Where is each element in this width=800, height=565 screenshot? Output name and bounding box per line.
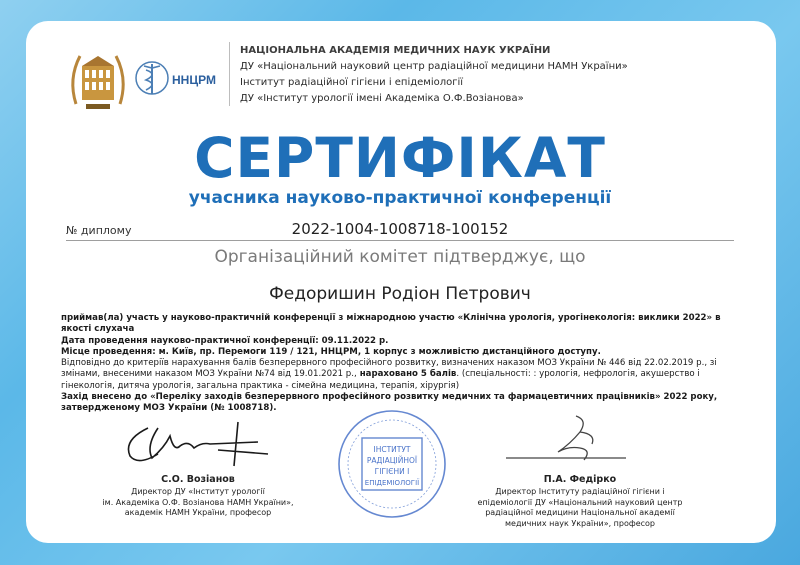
official-stamp (336, 408, 448, 520)
header-divider (229, 42, 230, 106)
certificate-subtitle: учасника науково-практичної конференції (188, 188, 612, 208)
certificate-body (61, 313, 741, 415)
org-line-institute-urology: ДУ «Інститут урології імені Академіка О.Ф.Возіанова» (240, 93, 524, 104)
signer-right-role-4: медичних наук України», професор (504, 518, 656, 528)
signer-right-name: П.А. Федірко (543, 474, 617, 485)
participation-line: приймав(ла) участь у науково-практичній конференції з міжнародною участю «Клінічна урологія, урогінекологія: виклики 2022» в якості слухача (61, 313, 721, 335)
org-line-institute-hygiene: Інститут радіаційної гігієни і епідеміології (240, 77, 464, 88)
signer-right-role (460, 487, 700, 529)
stamp-line-3: ГІГІЄНИ І (374, 467, 410, 476)
org-line-center: ДУ «Національний науковий центр радіаційної медицини НАМН України» (240, 61, 628, 72)
diploma-label: № диплому (66, 224, 132, 237)
institution-logos (66, 44, 216, 114)
signer-right-role-3: радіаційної медицини Національної академії (485, 508, 675, 517)
registry-line: Захід внесено до «Переліку заходів безперервного професійного розвитку медичних та фармацевтичних працівників» 2022 року, затвердженому МОЗ України (№ 1008718). (61, 392, 718, 414)
confirm-text: Організаційний комітет підтверджує, що (214, 247, 586, 267)
credits-text-a: Відповідно до критеріїв нарахування балів безперервного професійного розвитку, визначених наказом МОЗ України № 446 від 22.02.2019 р., зі змінами, внесеними наказом МОЗ України №74 від 19.01.2021 р., (61, 358, 717, 380)
diploma-underline (66, 240, 734, 241)
stamp-line-1: ІНСТИТУТ (373, 445, 411, 454)
event-place-line: Місце проведення: м. Київ, пр. Перемоги 119 / 121, ННЦРМ, 1 корпус з можливістю дистанційного доступу. (61, 346, 601, 357)
stamp-line-4: ЕПІДЕМІОЛОГІЇ (364, 479, 420, 487)
signer-left-role (78, 487, 318, 519)
credits-text-c: . (спеціальності: : урологія, нефрологія, акушерство і гінекологія, дитяча урологія, загальна практика - сімейна медицина, терапія, хірургія) (61, 369, 700, 391)
caduceus-icon (136, 62, 168, 94)
signer-left-role-1: Директор ДУ «Інститут урології (131, 487, 265, 496)
signer-left-name: С.О. Возіанов (161, 474, 235, 485)
signature-right (496, 410, 636, 470)
diploma-number: 2022-1004-1008718-100152 (291, 220, 509, 238)
signer-right-role-1: Директор Інституту радіаційної гігієни і (495, 487, 665, 496)
certificate-title: СЕРТИФІКАТ (194, 126, 606, 190)
org-line-academy: НАЦІОНАЛЬНА АКАДЕМІЯ МЕДИЧНИХ НАУК УКРАЇНИ (240, 45, 551, 56)
signer-left-role-2: ім. Академіка О.Ф. Возіанова НАМН України», (102, 497, 294, 507)
event-date-line: Дата проведення науково-практичної конференції: 09.11.2022 р. (61, 335, 389, 346)
stamp-line-2: РАДІАЦІЙНОЇ (366, 456, 418, 465)
signature-left (118, 418, 276, 470)
academy-emblem-icon (73, 56, 123, 109)
recipient-name: Федоришин Родіон Петрович (269, 284, 531, 304)
credits-paragraph (61, 358, 741, 392)
signer-left-role-3: академік НАМН України, професор (124, 508, 272, 517)
signer-right-role-2: епідеміології ДУ «Національний науковий центр (477, 497, 683, 507)
nncrm-logo-text: ННЦРМ (172, 73, 216, 87)
credits-points: нараховано 5 балів (356, 369, 457, 380)
